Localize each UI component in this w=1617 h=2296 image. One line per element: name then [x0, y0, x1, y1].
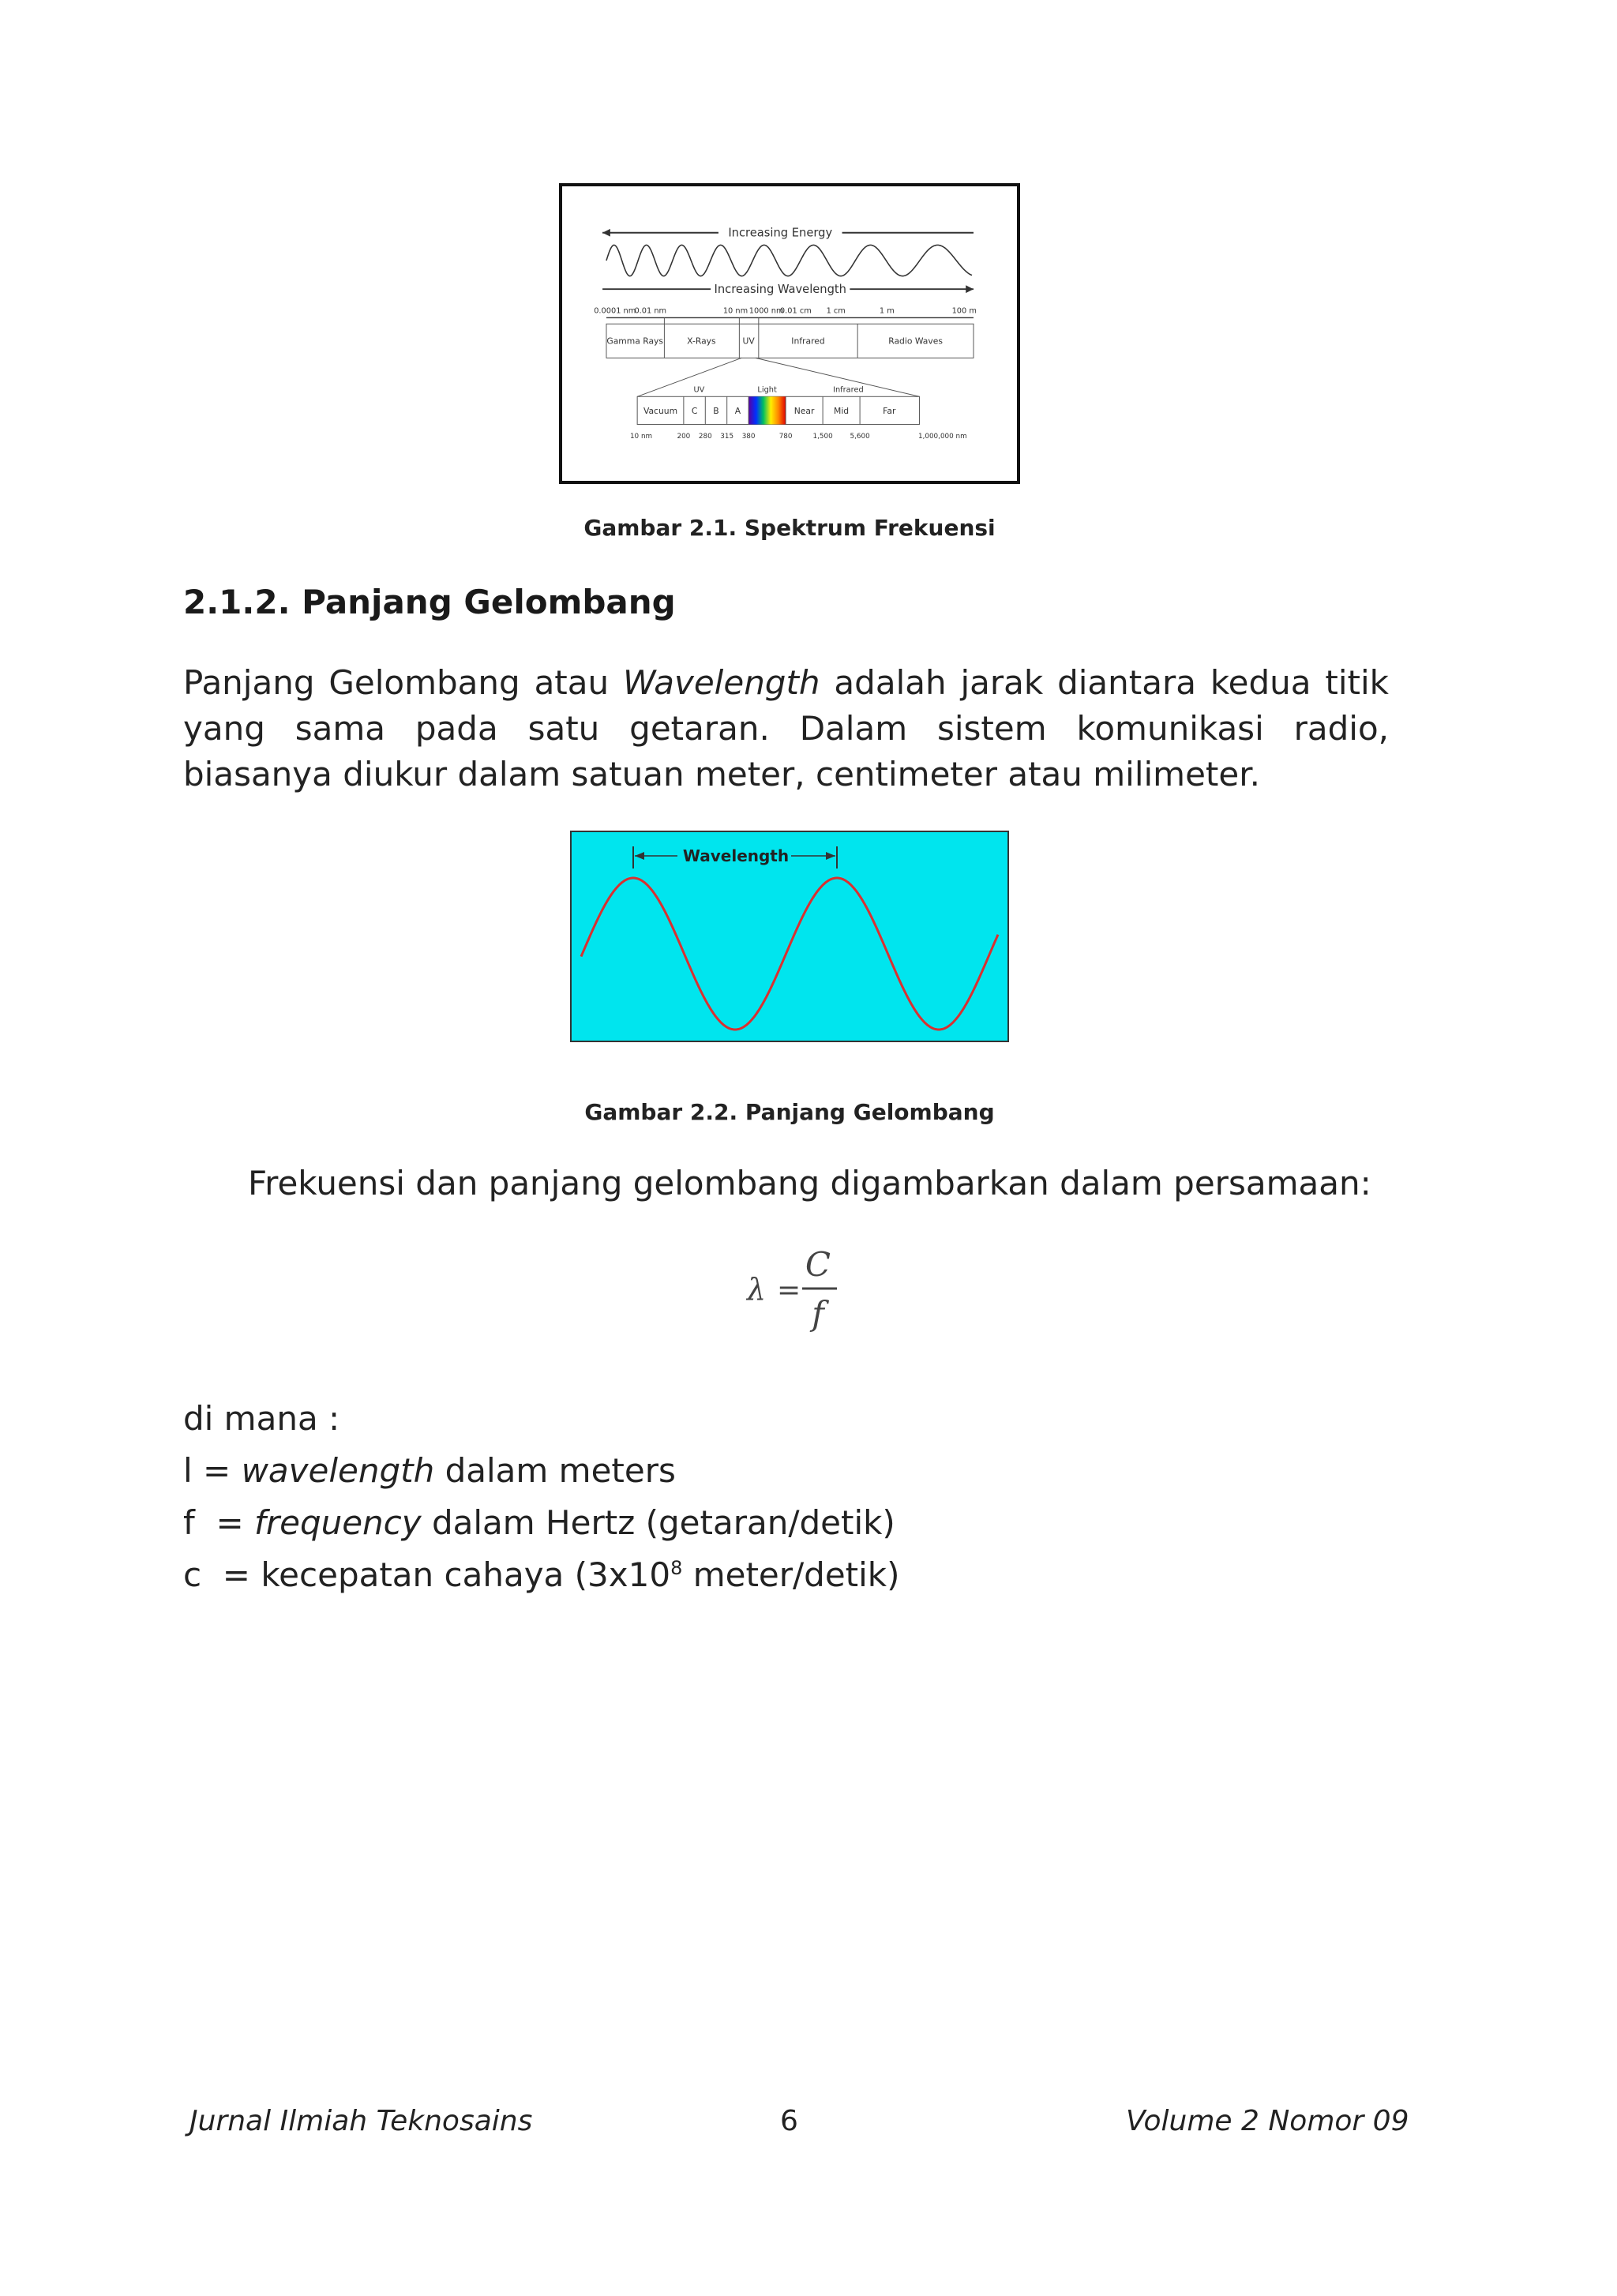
symbol-l: l — [183, 1451, 193, 1490]
sub-scale-label: 5,600 — [850, 433, 870, 441]
sub-scale-label: 1,000,000 nm — [917, 433, 967, 441]
band-label: X-Rays — [687, 336, 716, 347]
wavelength-diagram — [572, 832, 1007, 1041]
para-emphasis: Wavelength — [623, 663, 820, 702]
band-label: Radio Waves — [888, 336, 943, 347]
sub-band-label: Far — [883, 405, 896, 416]
scale-labels — [594, 307, 977, 316]
wavelength-label: Wavelength — [682, 846, 790, 865]
sub-scale-label: 10 nm — [629, 433, 653, 441]
sub-scale-labels — [630, 433, 967, 441]
sub-band-label: C — [691, 405, 698, 416]
symbol-f: f — [183, 1503, 195, 1542]
wavelength-figure — [570, 831, 1009, 1042]
legend-line-speed — [183, 1555, 900, 1594]
desc-wavelength: dalam meters — [434, 1451, 676, 1490]
footer-page-number: 6 — [780, 2105, 798, 2137]
band-labels — [606, 336, 943, 347]
symbol-c: c — [183, 1555, 202, 1594]
sub-band-label: Vacuum — [643, 405, 678, 416]
wavelength-formula — [739, 1238, 850, 1341]
band-label: UV — [742, 336, 755, 347]
equals-f: = — [194, 1503, 255, 1542]
sub-header-label: UV — [693, 385, 705, 395]
sub-scale-label: 200 — [677, 433, 691, 441]
sub-header-label: Light — [757, 385, 777, 395]
legend-line-frequency — [183, 1503, 895, 1542]
scale-label: 1000 nm — [748, 306, 784, 316]
spectrum-wave — [606, 245, 972, 276]
denominator: f — [812, 1294, 824, 1333]
legend-line-wavelength — [183, 1451, 676, 1490]
scale-label: 1 m — [879, 306, 895, 316]
increasing-wavelength-label: Increasing Wavelength — [714, 283, 846, 297]
para-text-2: adalah jarak diantara kedua titik yang sama pada satu getaran. Dalam sistem komunikasi radio, biasanya diukur dalam satuan meter, centimeter atau milimeter. — [183, 663, 1389, 793]
para-text-1: Panjang Gelombang atau — [183, 663, 624, 702]
sub-band-label: A — [734, 405, 741, 416]
paragraph-wavelength — [183, 660, 1389, 797]
footer-journal: Jurnal Ilmiah Teknosains — [189, 2105, 533, 2137]
where-label: di mana : — [183, 1399, 340, 1438]
numerator: C — [805, 1245, 831, 1284]
sub-band-label: B — [713, 405, 719, 416]
exponent: 8 — [670, 1557, 683, 1579]
section-heading: 2.1.2. Panjang Gelombang — [183, 583, 676, 621]
scale-label: 0.01 nm — [634, 306, 667, 316]
increasing-energy-label: Increasing Energy — [728, 226, 833, 240]
term-wavelength: wavelength — [241, 1451, 435, 1490]
sine-wave — [581, 878, 998, 1030]
band-label: Infrared — [791, 336, 825, 347]
sub-band-label: Near — [793, 405, 815, 416]
sub-scale-label: 280 — [698, 433, 712, 441]
scale-label: 10 nm — [722, 306, 748, 316]
scale-label: 1 cm — [826, 306, 846, 316]
figure-1-caption: Gambar 2.1. Spektrum Frekuensi — [583, 515, 996, 541]
sub-scale-label: 380 — [741, 433, 756, 441]
scale-label: 100 m — [951, 306, 977, 316]
desc-speed-1: kecepatan cahaya (3x10 — [261, 1555, 671, 1594]
spectrum-diagram — [562, 186, 1017, 481]
equation-intro: Frekuensi dan panjang gelombang digambarkan dalam persamaan: — [248, 1164, 1371, 1202]
term-frequency: frequency — [254, 1503, 422, 1542]
equals-sign: = — [777, 1274, 801, 1307]
lambda-symbol: λ — [747, 1272, 767, 1307]
equals-c: = — [201, 1555, 261, 1594]
sub-band-label: Mid — [834, 405, 850, 416]
band-label: Gamma Rays — [606, 336, 664, 347]
sub-scale-label: 780 — [778, 433, 793, 441]
spectrum-figure — [559, 183, 1020, 484]
sub-header-label: Infrared — [833, 385, 864, 395]
sub-scale-label: 1,500 — [812, 433, 833, 441]
scale-label: 0.01 cm — [779, 306, 812, 316]
sub-scale-label: 315 — [720, 433, 734, 441]
visible-light-band — [748, 396, 786, 424]
desc-frequency: dalam Hertz (getaran/detik) — [421, 1503, 895, 1542]
equals-l: = — [192, 1451, 242, 1490]
footer-volume: Volume 2 Nomor 09 — [1126, 2105, 1409, 2137]
figure-2-caption: Gambar 2.2. Panjang Gelombang — [584, 1099, 995, 1125]
scale-label: 0.0001 nm — [594, 306, 636, 316]
sub-headers — [694, 385, 864, 394]
desc-speed-2: meter/detik) — [682, 1555, 900, 1594]
